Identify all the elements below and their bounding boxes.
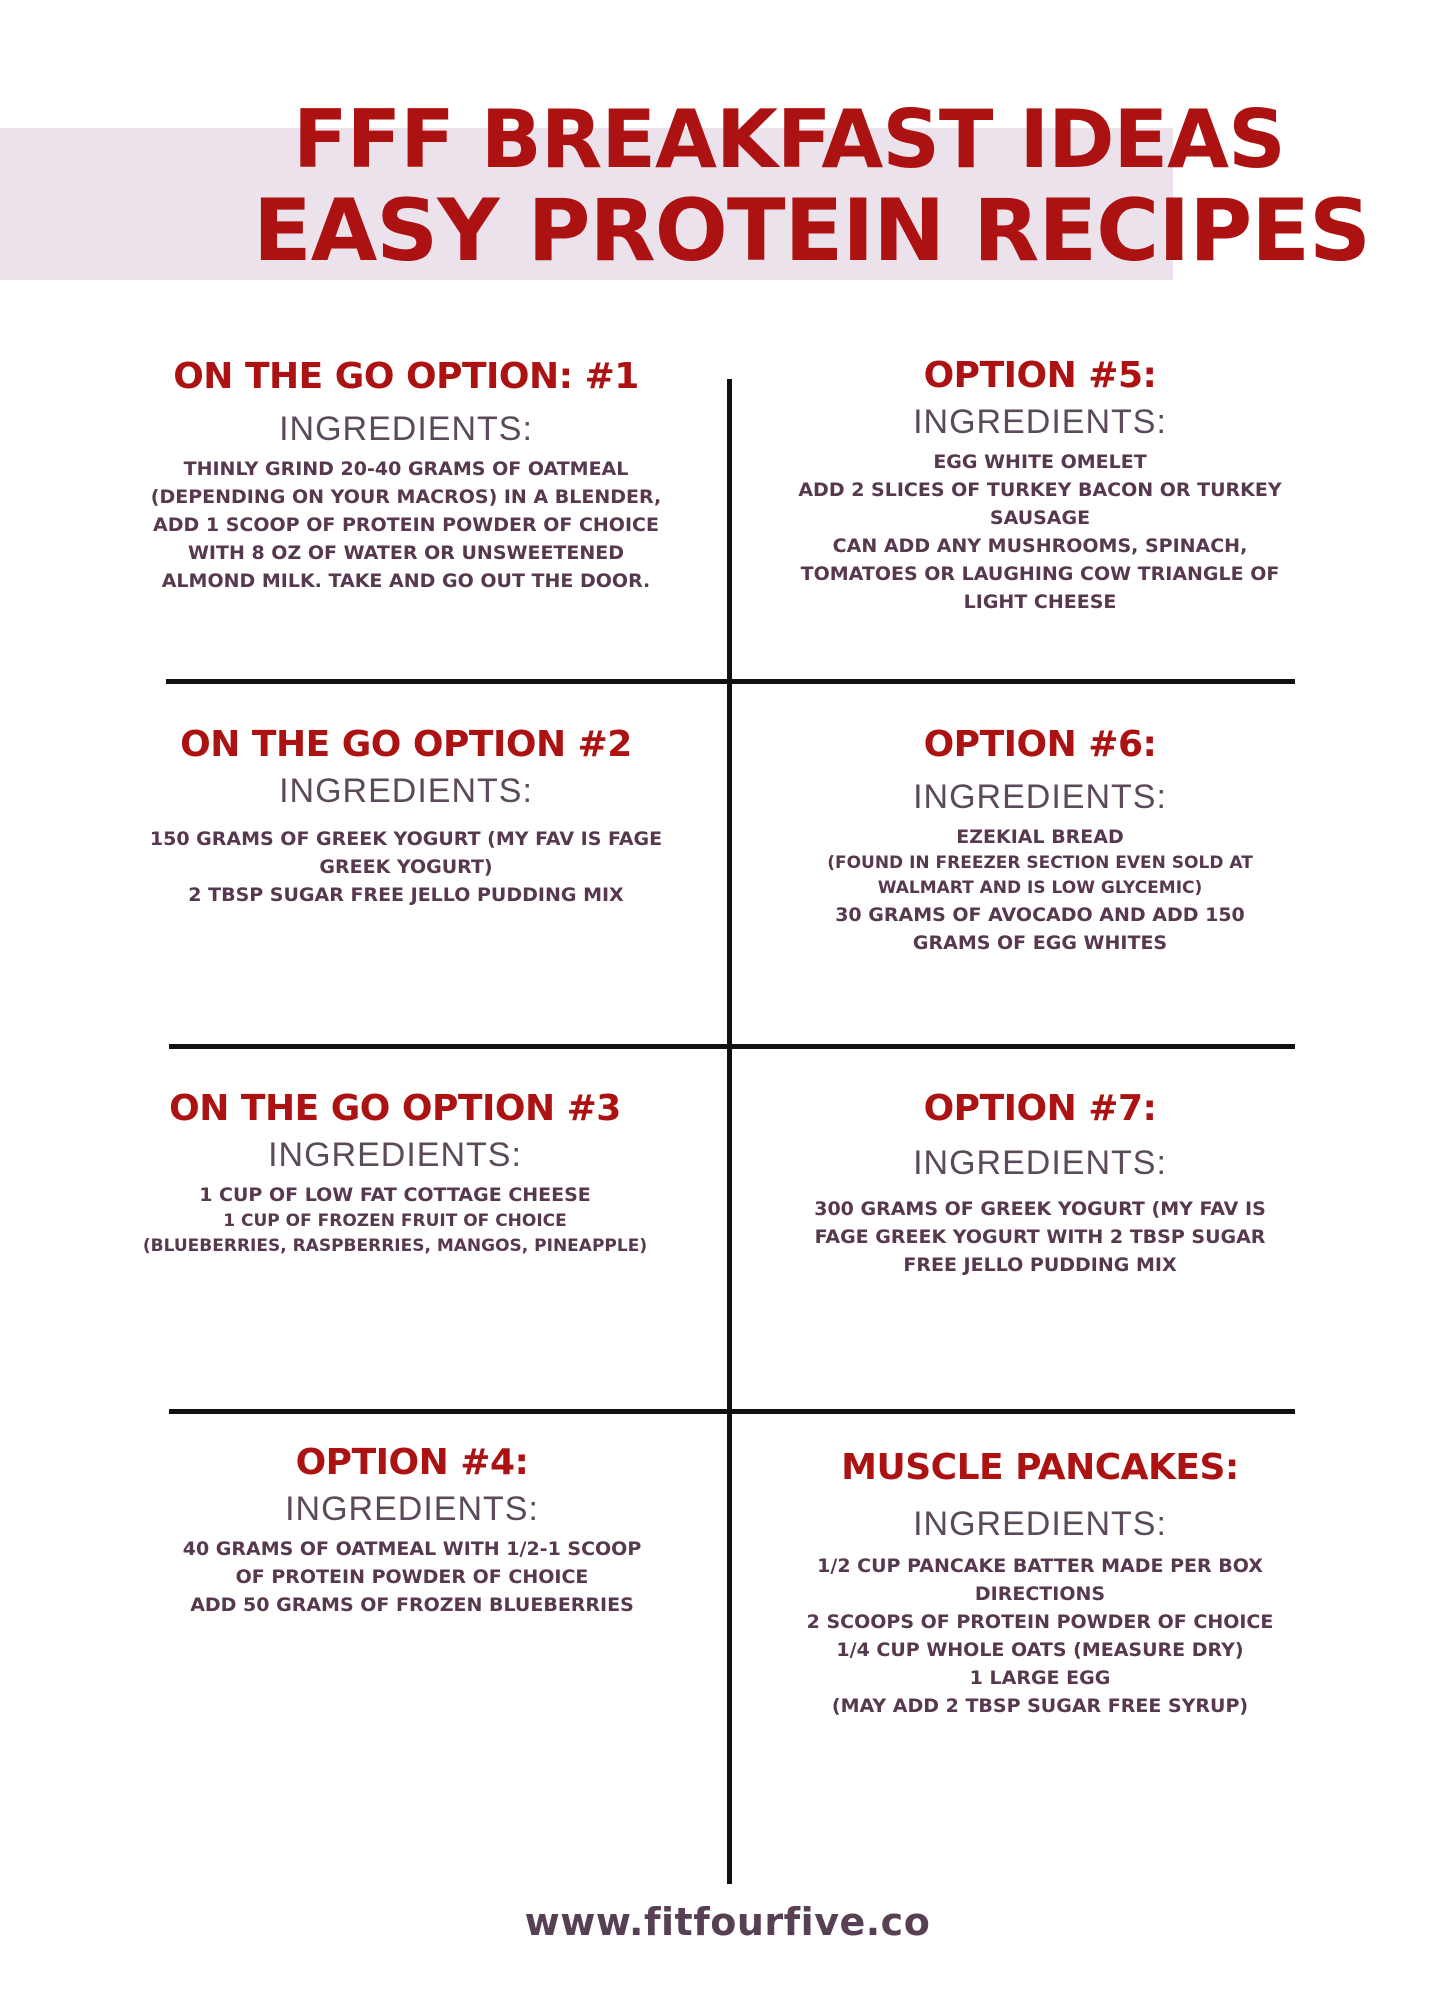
ingredient-line: OF PROTEIN POWDER OF CHOICE <box>235 1566 589 1588</box>
ingredient-line: 1 CUP OF LOW FAT COTTAGE CHEESE <box>199 1184 591 1206</box>
ingredients-text <box>126 825 686 909</box>
ingredients-label: INGREDIENTS: <box>913 1144 1167 1182</box>
ingredient-line: 2 SCOOPS OF PROTEIN POWDER OF CHOICE <box>806 1611 1274 1633</box>
column-divider <box>727 379 732 1884</box>
ingredients-text <box>760 448 1320 616</box>
ingredient-line: TOMATOES OR LAUGHING COW TRIANGLE OF <box>800 563 1280 585</box>
option-card-muscle-pancakes <box>760 1446 1320 1720</box>
ingredient-line: (MAY ADD 2 TBSP SUGAR FREE SYRUP) <box>831 1695 1249 1717</box>
ingredient-line: 1 CUP OF FROZEN FRUIT OF CHOICE <box>223 1211 567 1231</box>
ingredient-line: 40 GRAMS OF OATMEAL WITH 1/2-1 SCOOP <box>182 1538 642 1560</box>
ingredient-line: 2 TBSP SUGAR FREE JELLO PUDDING MIX <box>188 884 624 906</box>
option-heading: OPTION #6: <box>923 724 1157 765</box>
ingredients-label: INGREDIENTS: <box>279 410 533 448</box>
ingredient-line: ALMOND MILK. TAKE AND GO OUT THE DOOR. <box>161 570 651 592</box>
option-card-7 <box>760 1087 1320 1279</box>
ingredient-line: (DEPENDING ON YOUR MACROS) IN A BLENDER, <box>150 486 662 508</box>
ingredients-text <box>760 1195 1320 1279</box>
ingredient-line: 1/4 CUP WHOLE OATS (MEASURE DRY) <box>836 1639 1244 1661</box>
option-card-4 <box>132 1441 692 1619</box>
ingredients-label: INGREDIENTS: <box>279 772 533 810</box>
ingredient-line: ADD 50 GRAMS OF FROZEN BLUEBERRIES <box>190 1594 634 1616</box>
ingredients-text <box>760 1552 1320 1720</box>
ingredients-text <box>126 455 686 595</box>
ingredient-line: 1 LARGE EGG <box>969 1667 1111 1689</box>
row-divider-2 <box>169 1044 1295 1049</box>
option-card-6 <box>760 723 1320 957</box>
ingredient-line: ADD 2 SLICES OF TURKEY BACON OR TURKEY <box>798 479 1282 501</box>
ingredient-line: SAUSAGE <box>989 507 1091 529</box>
option-card-5 <box>760 354 1320 616</box>
ingredient-line: GRAMS OF EGG WHITES <box>912 932 1168 954</box>
option-heading: MUSCLE PANCAKES: <box>841 1447 1239 1488</box>
ingredient-line: EGG WHITE OMELET <box>933 451 1147 473</box>
ingredient-line: (BLUEBERRIES, RASPBERRIES, MANGOS, PINEAPPLE) <box>142 1236 648 1256</box>
option-heading: OPTION #5: <box>923 355 1157 396</box>
ingredient-line: GREEK YOGURT) <box>319 856 493 878</box>
ingredient-line: CAN ADD ANY MUSHROOMS, SPINACH, <box>832 535 1248 557</box>
ingredient-line: FREE JELLO PUDDING MIX <box>903 1254 1177 1276</box>
option-card-1 <box>126 355 686 595</box>
ingredient-line: WALMART AND IS LOW GLYCEMIC) <box>877 878 1203 898</box>
ingredient-line: EZEKIAL BREAD <box>956 826 1124 848</box>
ingredient-line: FAGE GREEK YOGURT WITH 2 TBSP SUGAR <box>814 1226 1266 1248</box>
ingredient-line: THINLY GRIND 20-40 GRAMS OF OATMEAL <box>183 458 629 480</box>
ingredients-text <box>760 823 1320 957</box>
ingredient-line: 1/2 CUP PANCAKE BATTER MADE PER BOX <box>817 1555 1263 1577</box>
page-subtitle: EASY PROTEIN RECIPES <box>253 181 1370 281</box>
ingredients-label: INGREDIENTS: <box>913 778 1167 816</box>
ingredient-line: 30 GRAMS OF AVOCADO AND ADD 150 <box>835 904 1245 926</box>
ingredient-line: 300 GRAMS OF GREEK YOGURT (MY FAV IS <box>814 1198 1266 1220</box>
ingredients-text <box>115 1181 675 1259</box>
ingredient-line: 150 GRAMS OF GREEK YOGURT (MY FAV IS FAGE <box>149 828 663 850</box>
website-url: www.fitfourfive.co <box>524 1900 931 1944</box>
row-divider-3 <box>169 1409 1295 1414</box>
ingredient-line: DIRECTIONS <box>974 1583 1106 1605</box>
option-heading: ON THE GO OPTION: #1 <box>173 356 639 397</box>
ingredient-line: ADD 1 SCOOP OF PROTEIN POWDER OF CHOICE <box>153 514 659 536</box>
option-heading: OPTION #4: <box>295 1442 529 1483</box>
row-divider-1 <box>166 679 1295 684</box>
ingredients-text <box>132 1535 692 1619</box>
ingredients-label: INGREDIENTS: <box>268 1136 522 1174</box>
ingredients-label: INGREDIENTS: <box>285 1490 539 1528</box>
ingredients-label: INGREDIENTS: <box>913 403 1167 441</box>
page-title: FFF BREAKFAST IDEAS <box>293 93 1285 186</box>
ingredients-label: INGREDIENTS: <box>913 1505 1167 1543</box>
option-heading: ON THE GO OPTION #2 <box>180 724 632 765</box>
option-card-2 <box>126 723 686 909</box>
option-heading: OPTION #7: <box>923 1088 1157 1129</box>
ingredient-line: LIGHT CHEESE <box>963 591 1117 613</box>
ingredient-line: WITH 8 OZ OF WATER OR UNSWEETENED <box>187 542 625 564</box>
option-card-3 <box>115 1087 675 1259</box>
option-heading: ON THE GO OPTION #3 <box>169 1088 621 1129</box>
ingredient-line: (FOUND IN FREEZER SECTION EVEN SOLD AT <box>827 853 1253 873</box>
